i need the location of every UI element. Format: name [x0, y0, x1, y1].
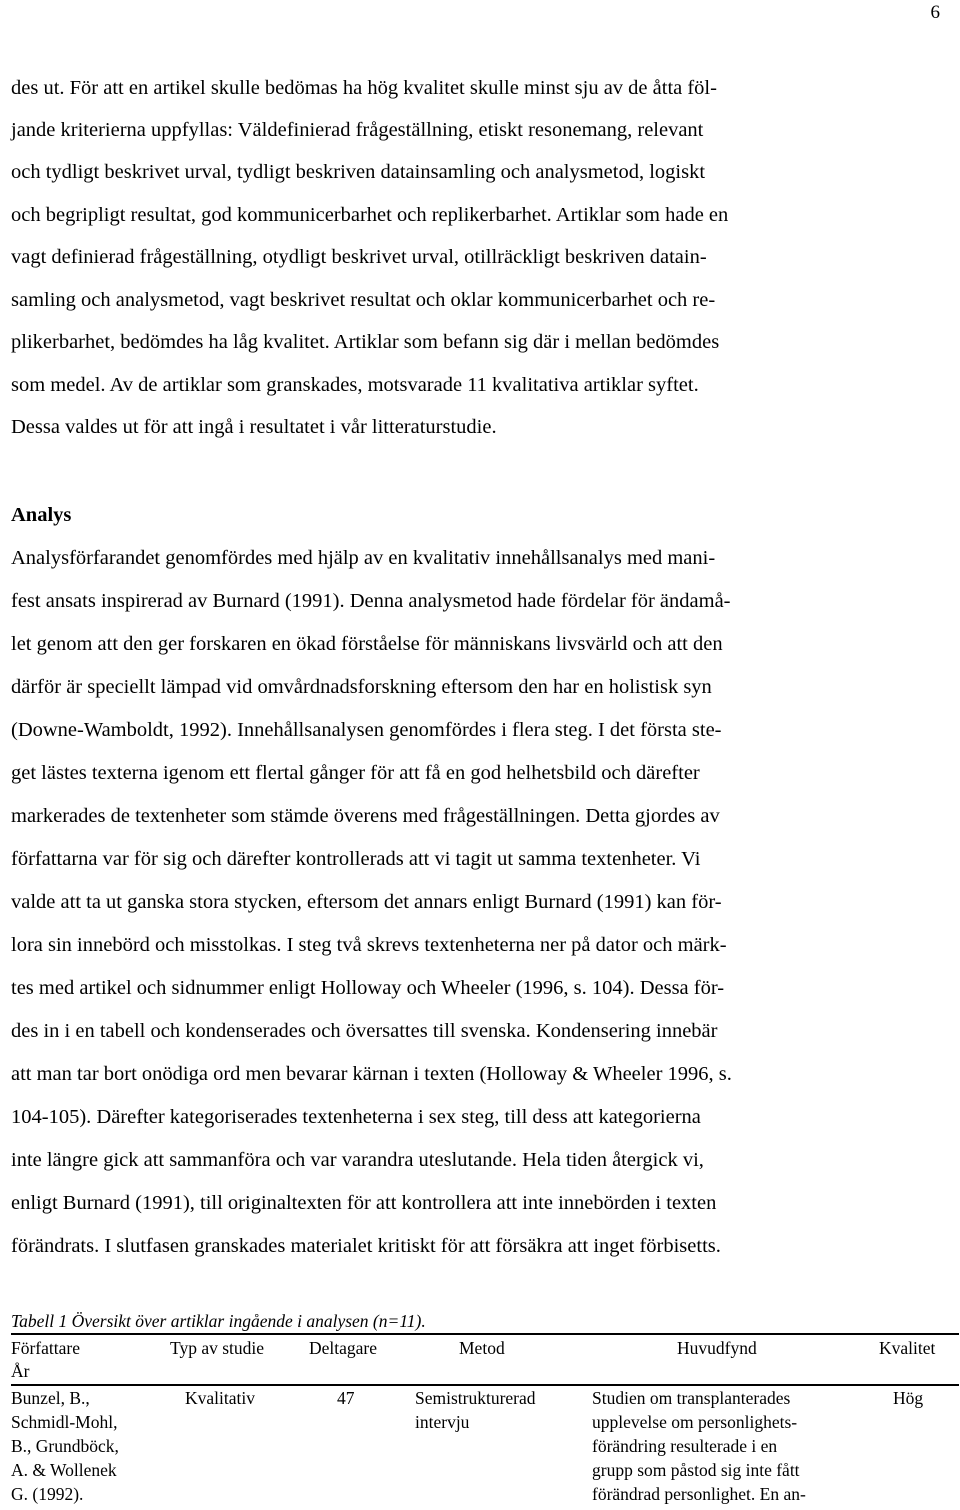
- table-header-rule: [11, 1384, 959, 1386]
- row1-findings-line: upplevelse om personlighets-: [592, 1412, 798, 1432]
- paragraph1-line: vagt definierad frågeställning, otydligt beskrivet urval, otillräckligt beskriven datain-: [11, 246, 707, 268]
- row1-method-line: Semistrukturerad: [415, 1388, 536, 1408]
- paragraph1-line: och tydligt beskrivet urval, tydligt beskriven datainsamling och analysmetod, logiskt: [11, 161, 706, 183]
- paragraph1-line: des ut. För att en artikel skulle bedömas ha hög kvalitet skulle minst sju av de åtta föl-: [11, 77, 717, 99]
- row1-author-line: A. & Wollenek: [11, 1460, 117, 1480]
- paragraph2-line: förändrats. I slutfasen granskades materialet kritiskt för att försäkra att inget förbisetts.: [11, 1235, 721, 1257]
- header-method: Metod: [459, 1338, 505, 1358]
- paragraph2-line: författarna var för sig och därefter kontrollerads att vi tagit ut samma textenheter. Vi: [11, 848, 701, 870]
- row1-participants: 47: [337, 1388, 355, 1408]
- row1-findings-line: grupp som påstod sig inte fått: [592, 1460, 800, 1480]
- header-quality: Kvalitet: [879, 1338, 936, 1358]
- row1-author-line: B., Grundböck,: [11, 1436, 119, 1456]
- paragraph1-line: jande kriterierna uppfyllas: Väldefinierad frågeställning, etiskt resonemang, relevant: [11, 119, 704, 141]
- paragraph2-line: let genom att den ger forskaren en ökad förståelse för människans livsvärld och att den: [11, 633, 723, 655]
- page-number: 6: [930, 2, 940, 23]
- header-participants: Deltagare: [309, 1338, 378, 1358]
- table-top-rule: [11, 1333, 959, 1335]
- paragraph1-line: plikerbarhet, bedömdes ha låg kvalitet. Artiklar som befann sig där i mellan bedömdes: [11, 331, 720, 353]
- row1-method-line: intervju: [415, 1412, 470, 1432]
- header-findings: Huvudfynd: [677, 1338, 757, 1358]
- header-author: Författare: [11, 1338, 80, 1358]
- paragraph2-line: (Downe-Wamboldt, 1992). Innehållsanalysen genomfördes i flera steg. I det första ste-: [11, 719, 722, 741]
- row1-author-line: G. (1992).: [11, 1484, 84, 1504]
- paragraph2-line: därför är speciellt lämpad vid omvårdnadsforskning eftersom den har en holistisk syn: [11, 676, 712, 698]
- paragraph1-line: samling och analysmetod, vagt beskrivet resultat och oklar kommunicerbarhet och re-: [11, 289, 716, 311]
- paragraph2-line: enligt Burnard (1991), till originaltexten för att kontrollera att inte innebörden i texten: [11, 1192, 717, 1214]
- paragraph2-line: inte längre gick att sammanföra och var varandra uteslutande. Hela tiden återgick vi,: [11, 1149, 704, 1171]
- paragraph2-line: get lästes texterna igenom ett flertal gånger för att få en god helhetsbild och därefter: [11, 762, 700, 784]
- paragraph1-line: som medel. Av de artiklar som granskades, motsvarade 11 kvalitativa artiklar syftet.: [11, 374, 699, 396]
- row1-findings-line: förändrad personlighet. En an-: [592, 1484, 806, 1504]
- row1-study-type: Kvalitativ: [185, 1388, 255, 1408]
- table-caption: Tabell 1 Översikt över artiklar ingående i analysen (n=11).: [11, 1311, 426, 1331]
- paragraph2-line: des in i en tabell och kondenserades och översattes till svenska. Kondensering innebär: [11, 1020, 718, 1042]
- row1-findings-line: förändring resulterade i en: [592, 1436, 778, 1456]
- paragraph1-line: och begripligt resultat, god kommunicerbarhet och replikerbarhet. Artiklar som hade en: [11, 204, 729, 226]
- row1-findings-line: Studien om transplanterades: [592, 1388, 791, 1408]
- row1-author-line: Schmidl-Mohl,: [11, 1412, 118, 1432]
- header-study-type: Typ av studie: [170, 1338, 265, 1358]
- paragraph2-line: fest ansats inspirerad av Burnard (1991). Denna analysmetod hade fördelar för ändamå-: [11, 590, 731, 612]
- header-year: År: [11, 1361, 30, 1381]
- paragraph2-line: att man tar bort onödiga ord men bevarar kärnan i texten (Holloway & Wheeler 1996, s.: [11, 1063, 732, 1085]
- paragraph1-line: Dessa valdes ut för att ingå i resultatet i vår litteraturstudie.: [11, 416, 497, 438]
- paragraph2-line: 104-105). Därefter kategoriserades textenheterna i sex steg, till dess att kategorierna: [11, 1106, 701, 1128]
- section-heading: Analys: [11, 504, 72, 526]
- paragraph2-line: lora sin innebörd och misstolkas. I steg två skrevs textenheterna ner på dator och märk-: [11, 934, 727, 956]
- paragraph2-line: tes med artikel och sidnummer enligt Holloway och Wheeler (1996, s. 104). Dessa för-: [11, 977, 725, 999]
- paragraph2-line: markerades de textenheter som stämde överens med frågeställningen. Detta gjordes av: [11, 805, 720, 827]
- row1-quality: Hög: [893, 1388, 924, 1408]
- paragraph2-line: valde att ta ut ganska stora stycken, eftersom det annars enligt Burnard (1991) kan för-: [11, 891, 722, 913]
- paragraph2-line: Analysförfarandet genomfördes med hjälp av en kvalitativ innehållsanalys med mani-: [11, 547, 716, 569]
- row1-author-line: Bunzel, B.,: [11, 1388, 90, 1408]
